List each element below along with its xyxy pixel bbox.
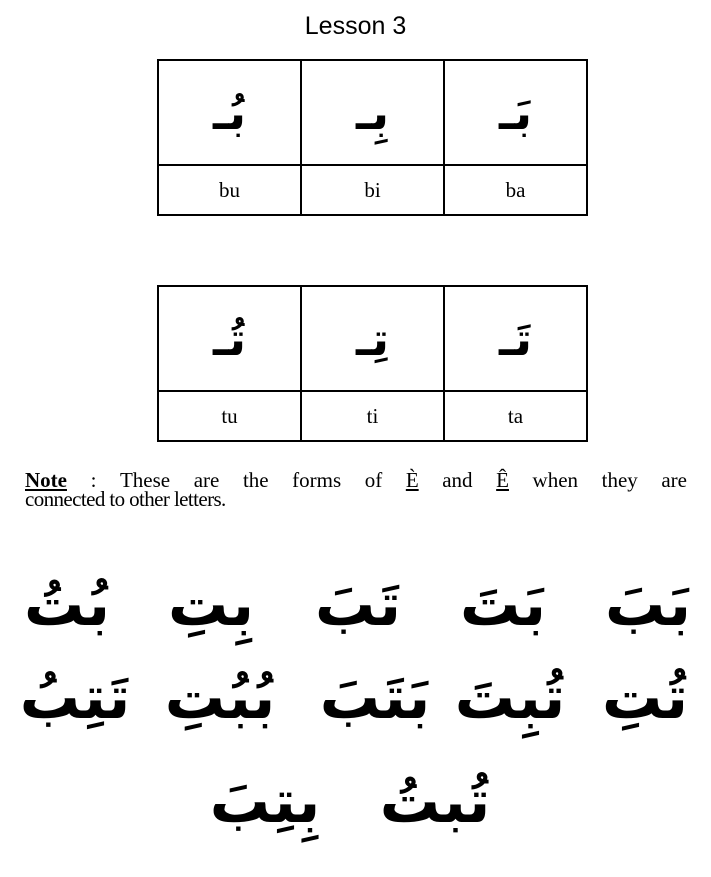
- note-word: These: [119, 468, 171, 492]
- arabic-cell-bi: بِـ: [301, 60, 444, 165]
- latin-cell-tu: tu: [158, 391, 301, 441]
- note-label: Note: [25, 468, 67, 492]
- lesson-title: Lesson 3: [304, 12, 407, 40]
- practice-word: تُتِ: [601, 663, 689, 733]
- translit-letter-ba: È: [405, 468, 419, 492]
- latin-row: [158, 391, 587, 441]
- latin-cell-ba: ba: [444, 165, 587, 215]
- practice-word: بِتِبَ: [209, 767, 321, 837]
- practice-word: بُتُ: [23, 570, 111, 640]
- note-word: when: [532, 468, 579, 492]
- latin-cell-ta: ta: [444, 391, 587, 441]
- note-word: are: [661, 468, 687, 492]
- practice-word: بُبُتِ: [164, 663, 276, 733]
- practice-word: بَتَبَ: [319, 663, 431, 733]
- note-word: forms: [292, 468, 342, 492]
- note-word: and: [442, 468, 473, 492]
- practice-word: تُبِتَ: [454, 663, 566, 733]
- translit-letter-ta: Ê: [496, 468, 509, 492]
- note-word: the: [242, 468, 269, 492]
- note-paragraph: [25, 468, 687, 511]
- arabic-cell-ti: تِـ: [301, 286, 444, 391]
- practice-word: تُبتُ: [379, 767, 491, 837]
- arabic-cell-ta: تَـ: [444, 286, 587, 391]
- practice-word: بِتِ: [167, 570, 255, 640]
- note-word: of: [364, 468, 383, 492]
- latin-cell-bi: bi: [301, 165, 444, 215]
- note-word: they: [601, 468, 638, 492]
- arabic-cell-ba: بَـ: [444, 60, 587, 165]
- note-word: are: [193, 468, 220, 492]
- latin-cell-bu: bu: [158, 165, 301, 215]
- letter-table-ta: [157, 285, 588, 442]
- arabic-cell-tu: تُـ: [158, 286, 301, 391]
- practice-word: بَبَ: [604, 570, 692, 640]
- practice-word: بَتَ: [459, 570, 547, 640]
- note-line-2: connected to other letters.: [25, 487, 226, 511]
- latin-cell-ti: ti: [301, 391, 444, 441]
- practice-word: تَتِبُ: [19, 663, 131, 733]
- arabic-row: [158, 60, 587, 165]
- latin-row: [158, 165, 587, 215]
- note-colon: :: [90, 468, 97, 492]
- letter-table-ba: [157, 59, 588, 216]
- arabic-row: [158, 286, 587, 391]
- practice-word: تَبَ: [314, 570, 402, 640]
- arabic-cell-bu: بُـ: [158, 60, 301, 165]
